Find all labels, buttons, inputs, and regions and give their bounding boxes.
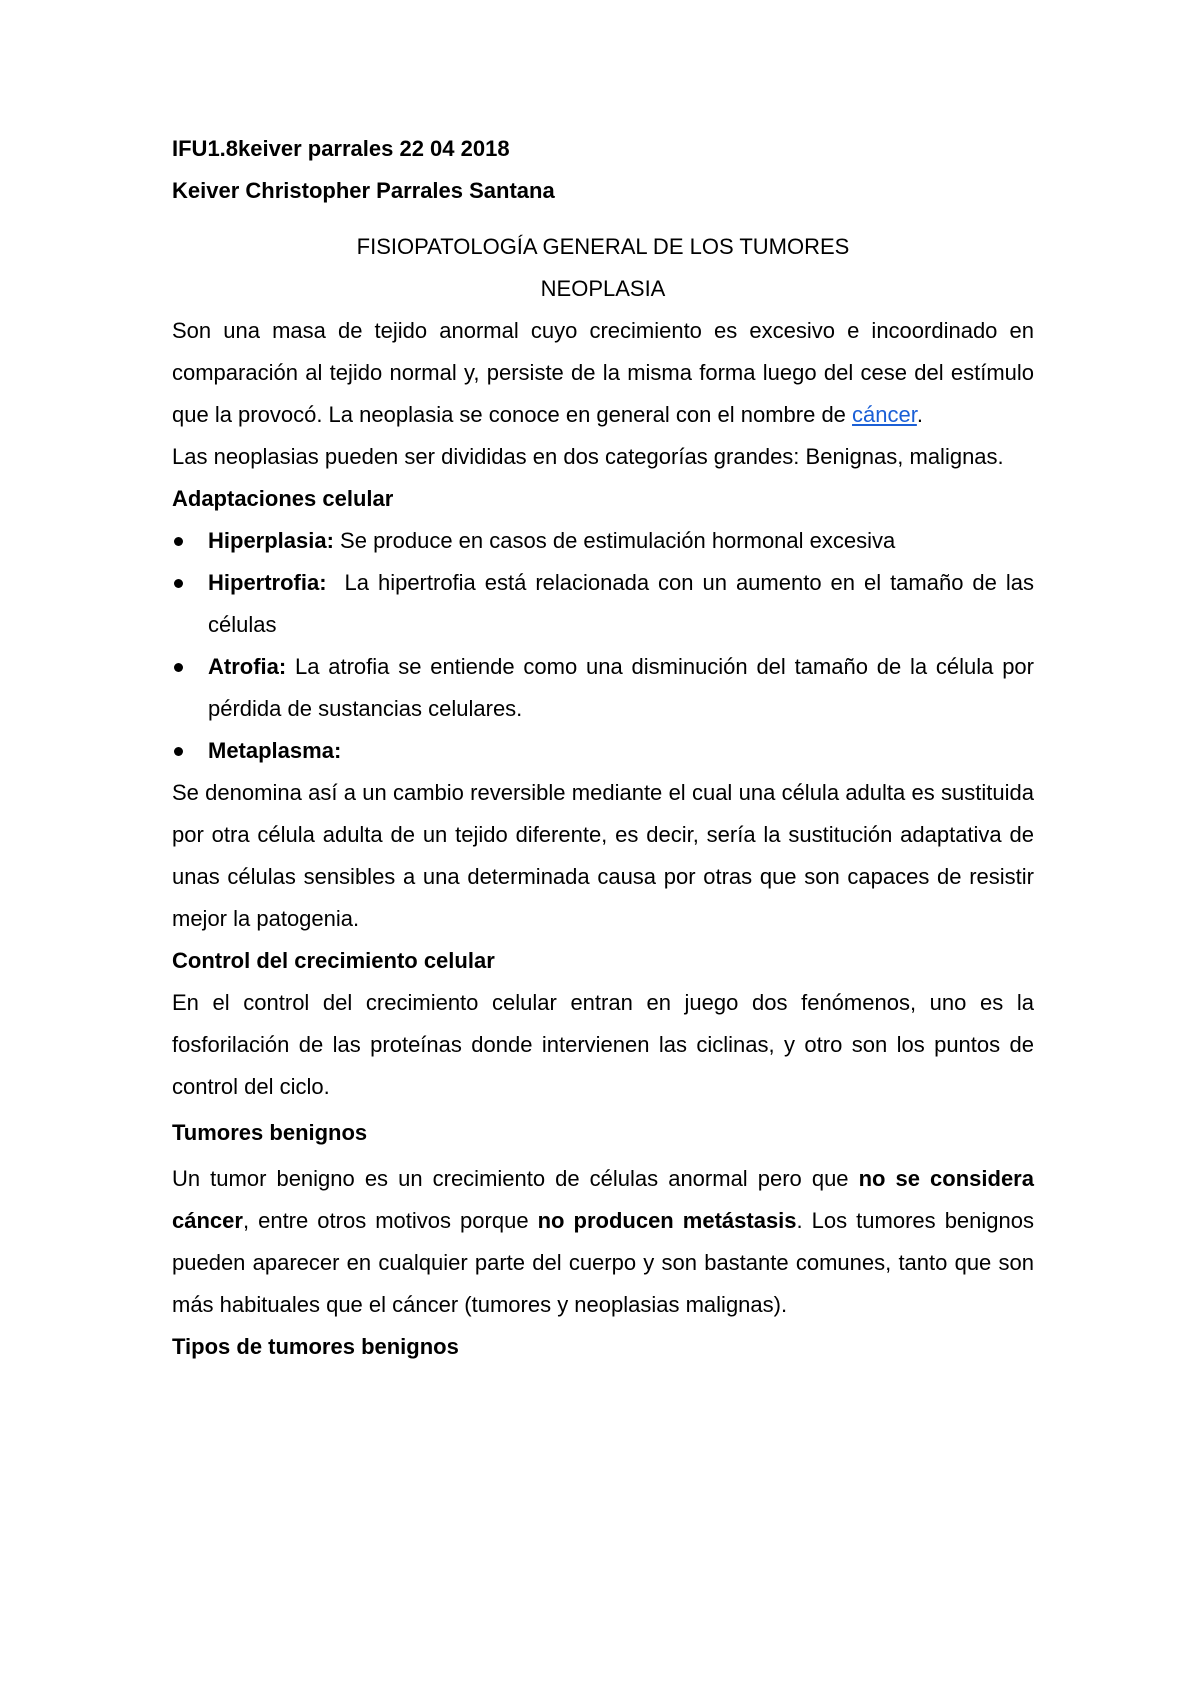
control-heading: Control del crecimiento celular bbox=[172, 948, 495, 973]
cancer-link[interactable]: cáncer bbox=[852, 402, 917, 427]
control-paragraph: En el control del crecimiento celular entran en juego dos fenómenos, uno es la fosforilación de las proteínas donde intervienen las ciclinas, y otro son los puntos de control del ciclo. bbox=[172, 990, 1034, 1099]
bullet-icon bbox=[174, 537, 183, 546]
document-page bbox=[172, 128, 1041, 1368]
benignos-heading: Tumores benignos bbox=[172, 1120, 368, 1145]
bullet-icon bbox=[174, 663, 183, 672]
document-author: Keiver Christopher Parrales Santana bbox=[172, 178, 555, 203]
intro-text-end: . bbox=[916, 402, 923, 427]
bullet-icon bbox=[174, 747, 183, 756]
list-item-text: Se produce en casos de estimulación hormonal excesiva bbox=[333, 528, 896, 553]
adaptaciones-list bbox=[172, 520, 1041, 772]
benignos-paragraph bbox=[172, 1158, 1034, 1326]
list-item-term: Atrofia: bbox=[208, 654, 287, 679]
list-item-term: Hipertrofia: bbox=[208, 570, 327, 595]
benignos-text-1: Un tumor benigno es un crecimiento de células anormal pero que bbox=[172, 1166, 859, 1191]
tipos-heading: Tipos de tumores benignos bbox=[172, 1334, 459, 1359]
document-subtitle: NEOPLASIA bbox=[540, 276, 666, 301]
list-item-text: La hipertrofia está relacionada con un aumento en el tamaño de las células bbox=[208, 570, 1041, 637]
bullet-icon bbox=[174, 579, 183, 588]
list-item-text: La atrofia se entiende como una disminución del tamaño de la célula por pérdida de sustancias celulares. bbox=[208, 654, 1034, 721]
categories-paragraph: Las neoplasias pueden ser divididas en dos categorías grandes: Benignas, malignas. bbox=[172, 444, 1004, 469]
intro-paragraph bbox=[172, 310, 1034, 436]
document-title: FISIOPATOLOGÍA GENERAL DE LOS TUMORES bbox=[356, 234, 850, 259]
benignos-text-2: , entre otros motivos porque bbox=[242, 1208, 538, 1233]
benignos-text-3: . Los tumores benignos pueden aparecer en cualquier parte del cuerpo y son bastante comunes, tanto que son más habituales que el cáncer (tumores y neoplasias malignas). bbox=[172, 1208, 1034, 1317]
list-item bbox=[172, 562, 1041, 646]
benignos-bold-2: no producen metástasis bbox=[537, 1208, 797, 1233]
title-block bbox=[172, 226, 1034, 310]
list-item bbox=[172, 730, 1034, 772]
benignos-bold-1: no se considera cáncer bbox=[172, 1166, 1034, 1233]
metaplasma-paragraph: Se denomina así a un cambio reversible mediante el cual una célula adulta es sustituida por otra célula adulta de un tejido diferente, es decir, sería la sustitución adaptativa de unas células sensibles a una determinada causa por otras que son capaces de resistir mejor la patogenia. bbox=[172, 780, 1034, 931]
list-item bbox=[172, 520, 1034, 562]
intro-text: Son una masa de tejido anormal cuyo crecimiento es excesivo e incoordinado en comparación al tejido normal y, persiste de la misma forma luego del cese del estímulo que la provocó. La neoplasia se conoce en general con el nombre de bbox=[172, 318, 1034, 427]
adaptaciones-heading: Adaptaciones celular bbox=[172, 486, 394, 511]
list-item-term: Hiperplasia: bbox=[208, 528, 334, 553]
list-item bbox=[172, 646, 1034, 730]
document-header-id: IFU1.8keiver parrales 22 04 2018 bbox=[172, 136, 510, 161]
list-item-term: Metaplasma: bbox=[208, 738, 342, 763]
